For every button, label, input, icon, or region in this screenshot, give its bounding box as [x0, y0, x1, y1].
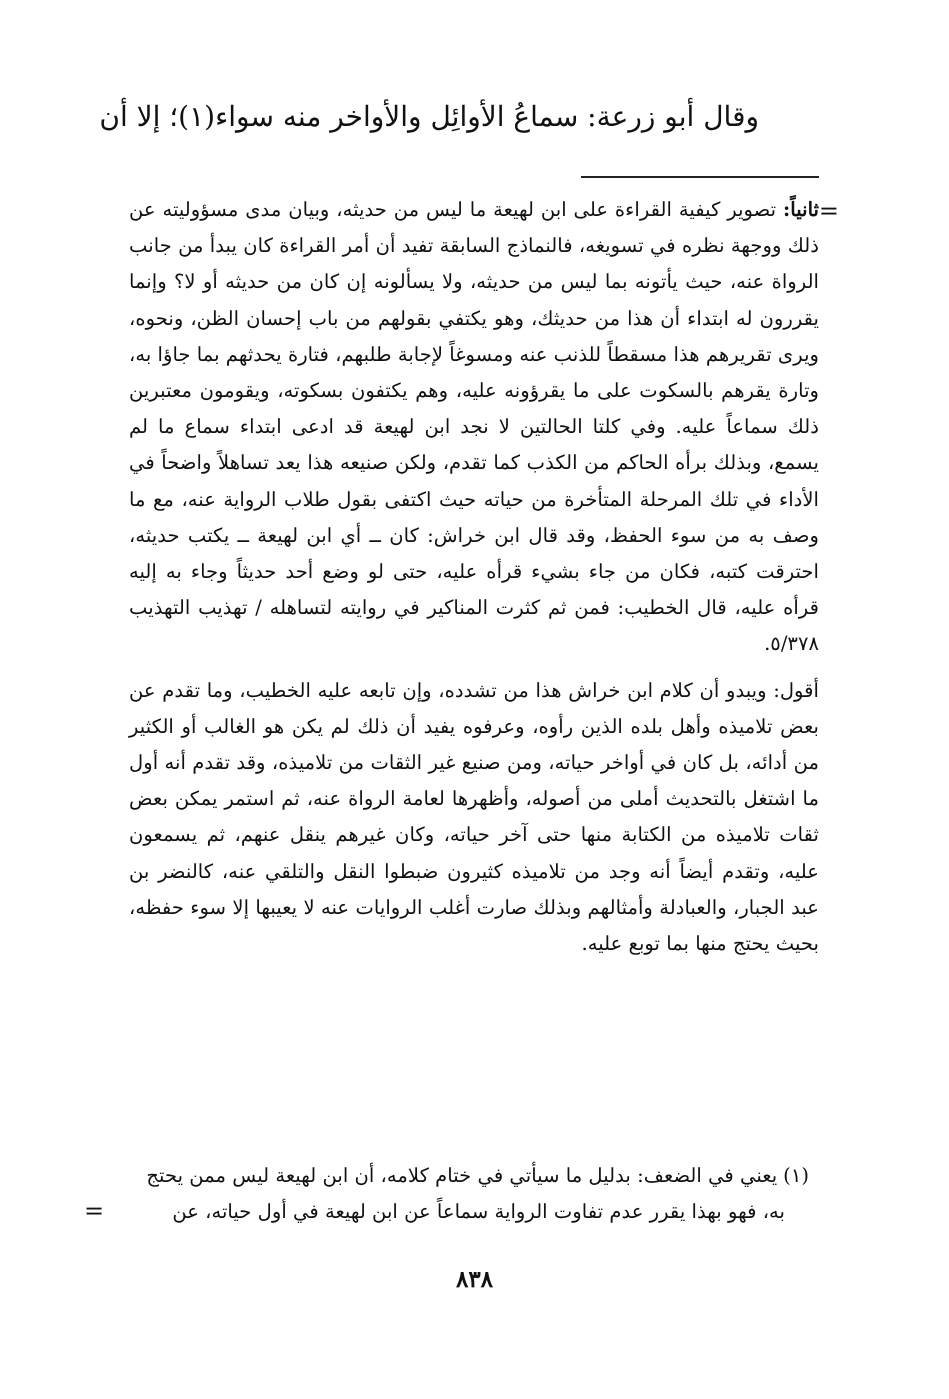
page-number: ٨٣٨ [455, 1266, 494, 1293]
footnote-number: (١) [783, 1164, 809, 1187]
footnote-separator [581, 176, 819, 178]
footnote-1 [139, 1158, 809, 1230]
note-paragraph-2: أقول: ويبدو أن كلام ابن خراش هذا من تشدده، وإن تابعه عليه الخطيب، وما تقدم عن بعض تلاميذه وأهل بلده الذين رأوه، وعرفوه يفيد أن ذلك لم يكن هو الغالب أو الكثير من أدائه، بل كان في أواخر حياته، ومن صنيع غير الثقات من تلاميذه، وقد تقدم أنه أول ما اشتغل بالتحديث أملى من أصوله، وأظهرها لعامة الرواة عنه، ثم استمر يمكن بعض ثقات تلاميذه من الكتابة منها حتى آخر حياته، وكان غيرهم ينقل عنهم، ثم يسمعون عليه، وتقدم أيضاً أنه وجد من تلاميذه كثيرون ضبطوا النقل والتلقي عنه، كالنضر بن عبد الجبار، والعبادلة وأمثالهم وبذلك صارت أغلب الروايات عنه لا يعيبها إلا سوء حفظه، بحيث يحتج منها بما توبع عليه. [129, 678, 819, 956]
note-paragraph-1-text: تصوير كيفية القراءة على ابن لهيعة ما ليس من حديثه، وبيان مدى مسؤوليته عن ذلك ووجهة نظره في تسويغه، فالنماذج السابقة تفيد أن أمر القراءة كان يبدأ من جانب الرواة عنه، حيث يأتونه بما ليس من حديثه، ولا يسألونه إن كان من حديثه أو لا؟ وإنما يقررون له ابتداء أن هذا من حديثك، وهو يكتفي بقولهم من باب إحسان الظن، ونحوه، ويرى تقريرهم هذا مسقطاً للذنب عنه ومسوغاً لإجابة طلبهم، فتارة يحدثهم بما جاؤا به، وتارة يقرهم بالسكوت على ما يقرؤونه عليه، وهم يكتفون بسكوته، ويقومون معتبرين ذلك سماعاً عليه. وفي كلتا الحالتين لا نجد ابن لهيعة قد ادعى ابتداء سماع ما لم يسمع، وبذلك برأه الحاكم من الكذب كما تقدم، ولكن صنيعه هذا يعد تساهلاً واضحاً في الأداء في تلك المرحلة المتأخرة من حياته حيث اكتفى بقول طلاب الرواية عنه، مع ما وصف به من سوء الحفظ، وقد قال ابن خراش: كان ــ أي ابن لهيعة ــ يكتب حديثه، احترقت كتبه، فكان من جاء بشيء قرأه عليه، حتى لو وضع أحد حديثاً وجاء به إليه قرأه عليه، قال الخطيب: فمن ثم كثرت المناكير في روايته لتساهله / تهذيب التهذيب ٥/٣٧٨. [129, 198, 819, 656]
footnote-line-1 [139, 1158, 809, 1194]
note-lead: ثانياً: [783, 198, 819, 221]
continued-footnote [129, 192, 819, 962]
main-text-line: وقال أبو زرعة: سماعُ الأوائِل والأواخر منه سواء(١)؛ إلا أن [99, 100, 759, 133]
continuation-mark-bottom: = [84, 1197, 105, 1225]
continuation-mark-top: = [818, 197, 839, 225]
footnote-line-2: به، فهو بهذا يقرر عدم تفاوت الرواية سماعاً عن ابن لهيعة في أول حياته، عن [172, 1200, 785, 1223]
footnote-line-1-text: يعني في الضعف: بدليل ما سيأتي في ختام كلامه، أن ابن لهيعة ليس ممن يحتج [146, 1164, 778, 1187]
note-paragraph-1 [129, 192, 819, 663]
